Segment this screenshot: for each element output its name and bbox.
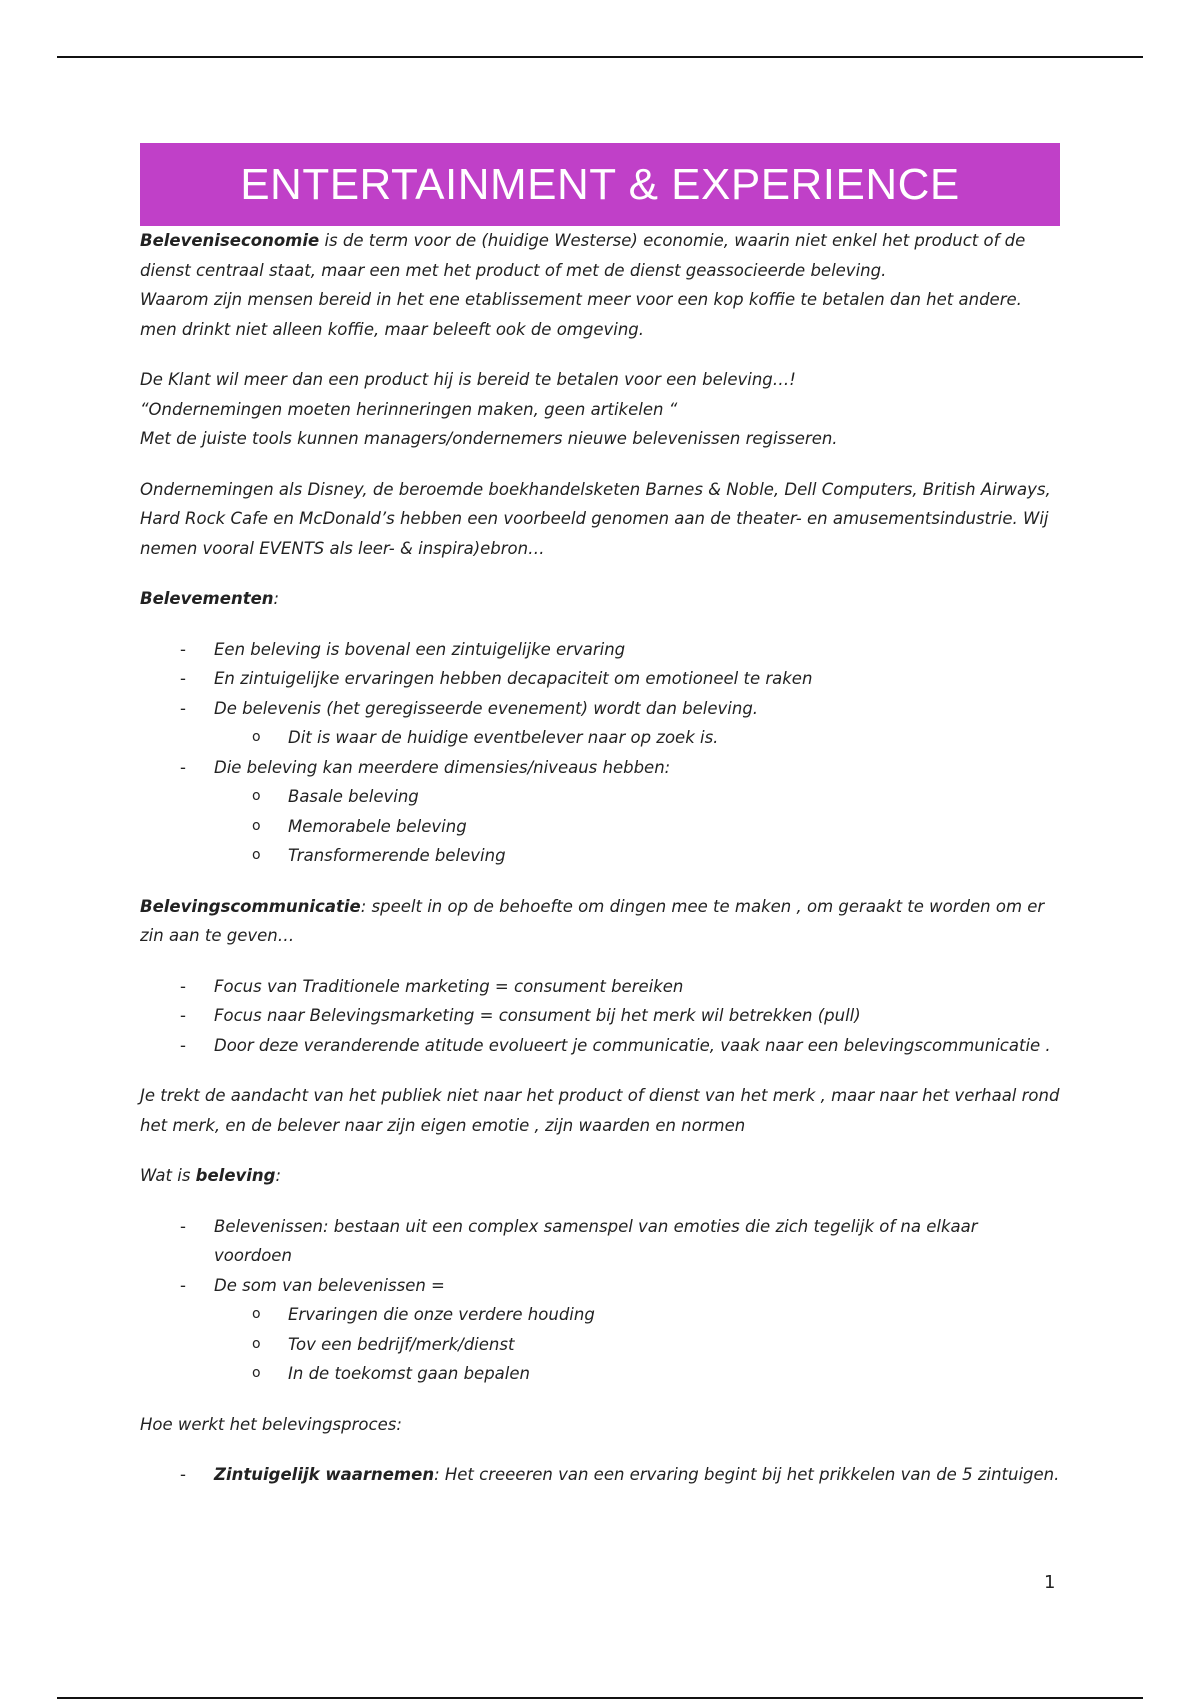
belevementen-term: Belevementen [140,589,274,608]
list-item-text: De som van belevenissen = [214,1275,445,1295]
document-title: ENTERTAINMENT & EXPERIENCE [140,143,1060,226]
communicatie-list [140,972,1060,1061]
wat-is-term: beleving [195,1166,276,1185]
quote-line: “Ondernemingen moeten herinneringen maken, geen artikelen “ [140,399,678,419]
belevementen-list [140,635,1060,871]
sub-list [214,782,1060,871]
list-item: - Focus van Traditionele marketing = consument bereiken [140,972,1060,1002]
list-item: - Focus naar Belevingsmarketing = consument bij het merk wil betrekken (pull) [140,1001,1060,1031]
sub-list-item: o Tov een bedrijf/merk/dienst [214,1330,1060,1360]
belevementen-heading [140,584,1060,614]
wat-is-list [140,1212,1060,1389]
tools-line: Met de juiste tools kunnen managers/ondernemers nieuwe belevenissen regisseren. [140,429,838,448]
list-item: - Een beleving is bovenal een zintuigelijke ervaring [140,635,1060,665]
circle-bullet-icon: o [252,847,261,863]
page-number: 1 [1044,1572,1056,1593]
list-item: - Zintuigelijk waarnemen: Het creeeren van een ervaring begint bij het prikkelen van de 5 zintuigen. [140,1460,1060,1490]
circle-bullet-icon: o [252,788,261,804]
circle-bullet-icon: o [252,729,261,745]
wat-is-heading: Wat is beleving: [140,1166,282,1185]
proces-heading: Hoe werkt het belevingsproces: [140,1414,402,1434]
klant-line: De Klant wil meer dan een product hij is bereid te betalen voor een beleving…! [140,370,796,389]
proces-term: Zintuigelijk waarnemen [214,1465,435,1484]
document-page [140,143,1060,1490]
companies-paragraph: Ondernemingen als Disney, de beroemde boekhandelsketen Barnes & Noble, Dell Computers, British Airways, Hard Rock Cafe en McDonald’s hebben een voorbeeld genomen aan de theater- en amusementsindustrie. Wij nemen vooral EVENTS als leer- & inspira)ebron… [140,479,1051,558]
publiek-paragraph: Je trekt de aandacht van het publiek niet naar het product of dienst van het merk , maar naar het verhaal rond het merk, en de belever naar zijn eigen emotie , zijn waarden en normen [140,1086,1060,1135]
circle-bullet-icon: o [252,1335,261,1352]
document-body [140,226,1060,1490]
intro-term: Beleveniseconomie [140,231,320,250]
communicatie-text: : speelt in op de behoefte om dingen mee te maken , om geraakt te worden om er zin aan te geven… [140,896,1045,945]
sub-list-item: o Memorabele beleving [214,812,1060,842]
circle-bullet-icon: o [252,1365,261,1381]
list-item: - Door deze veranderende atitude evolueert je communicatie, vaak naar een belevingscommunicatie . [140,1031,1060,1061]
sub-list-item: o Transformerende beleving [214,841,1060,871]
communicatie-term: Belevingscommunicatie [140,896,361,916]
sub-list [214,723,1060,753]
intro-line-2: Waarom zijn mensen bereid in het ene etablissement meer voor een kop koffie te betalen dan het andere. men drinkt niet alleen koffie, maar beleeft ook de omgeving. [140,290,1022,339]
list-item: - En zintuigelijke ervaringen hebben decapaciteit om emotioneel te raken [140,664,1060,694]
list-item [140,753,1060,871]
footer-rule [57,1697,1143,1699]
header-rule [57,56,1143,58]
intro-paragraph [140,226,1060,285]
list-item [140,694,1060,753]
list-item-text: De belevenis (het geregisseerde evenement) wordt dan beleving. [214,698,759,718]
belevementen-colon: : [273,589,280,608]
sub-list-item: o Ervaringen die onze verdere houding [214,1300,1060,1330]
circle-bullet-icon: o [252,1306,261,1322]
circle-bullet-icon: o [252,817,261,834]
list-item: - Belevenissen: bestaan uit een complex samenspel van emoties die zich tegelijk of na elkaar voordoen [140,1212,1060,1271]
sub-list [214,1300,1060,1389]
list-item [140,1271,1060,1389]
intro-text: is de term voor de (huidige Westerse) economie, waarin niet enkel het product of de dienst centraal staat, maar een met het product of met de dienst geassocieerde beleving. [140,231,1026,280]
list-item-text: Die beleving kan meerdere dimensies/niveaus hebben: [214,757,671,777]
communicatie-paragraph [140,892,1060,951]
sub-list-item: o Basale beleving [214,782,1060,812]
proces-list [140,1460,1060,1490]
sub-list-item: o Dit is waar de huidige eventbelever naar op zoek is. [214,723,1060,753]
sub-list-item: o In de toekomst gaan bepalen [214,1359,1060,1389]
